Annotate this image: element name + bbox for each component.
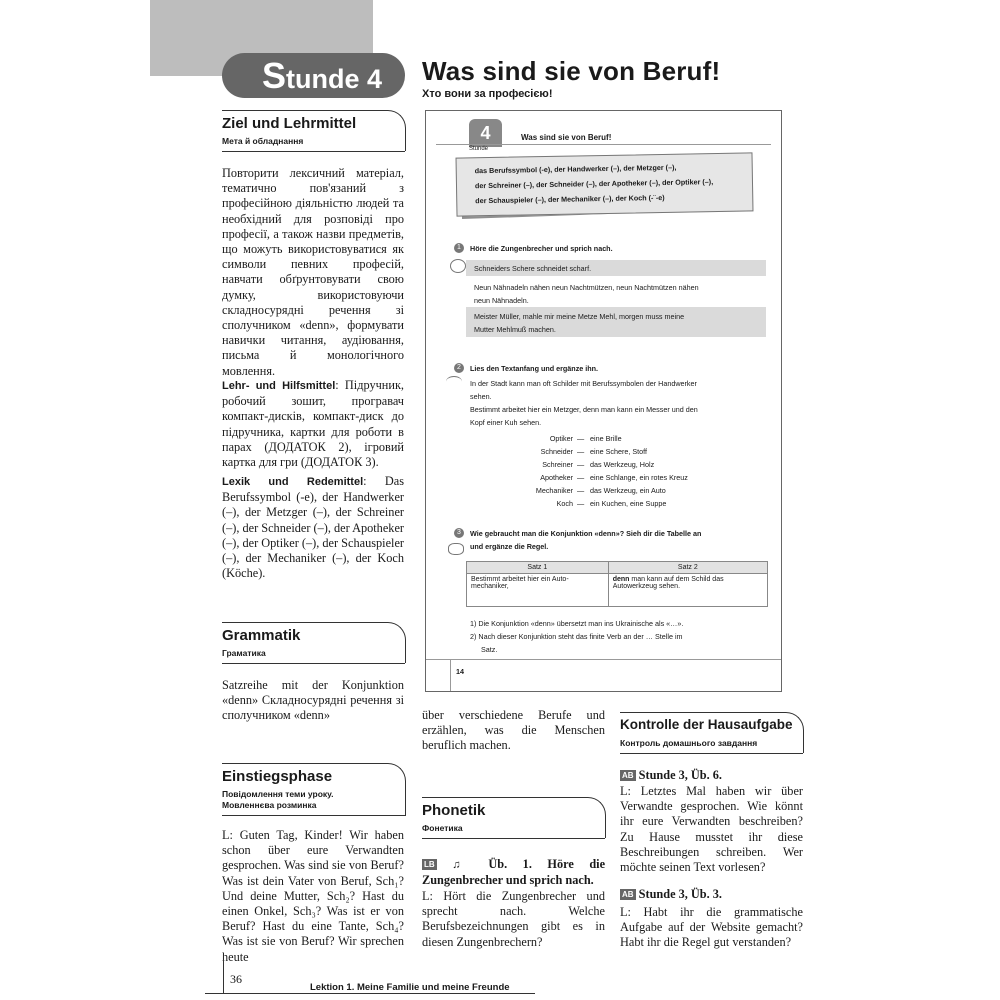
- page-title: Was sind sie von Beruf!: [422, 56, 721, 86]
- pair-right: das Werkzeug, Holz: [590, 460, 655, 469]
- ab-badge: AB: [622, 771, 634, 780]
- pair-left: Schreiner: [542, 460, 573, 469]
- pair-left: Mechaniker: [535, 486, 573, 495]
- pair-right: ein Kuchen, eine Suppe: [590, 499, 667, 508]
- rule-line: 1) Die Konjunktion «denn» übersetzt man ins Ukrainische als «…».: [470, 619, 684, 628]
- section-title: Ziel und Lehrmittel: [222, 115, 357, 132]
- section-title: Grammatik: [222, 627, 301, 644]
- exercise-title: Höre die Zungenbrecher und sprich nach.: [470, 244, 613, 253]
- section-title: Phonetik: [422, 802, 486, 819]
- text-line: Bestimmt arbeitet hier ein Metzger, denn man kann ein Messer und den: [470, 405, 698, 414]
- ab-badge: AB: [622, 890, 634, 899]
- pair-right: eine Brille: [590, 434, 622, 443]
- section-header-kontrolle: [620, 712, 804, 753]
- ziel-text: Повторити лексичний матеріал, тематично пов'язаний з професійною діяльністю людей та необхідний для розповіді про професії, а також назви предметів, що можуть використовуватися як символи певних професій, навчати обґрунтовувати свою думку, використовуючи складносурядні речення зі сполучником «denn», формувати навички читання, аудіювання, письма й монологічного мовлення.: [222, 166, 404, 378]
- section-subtitle: Фонетика: [422, 823, 463, 833]
- pair-dash: —: [577, 447, 585, 456]
- lb-badge: LB: [424, 860, 435, 869]
- text-line: Schneiders Schere schneidet scharf.: [474, 264, 592, 273]
- kontrolle-text-2: L: Habt ihr die grammatische Aufgabe auf der Website gemacht? Habt ihr die Regel gut verstanden?: [620, 905, 803, 950]
- text-line: In der Stadt kann man oft Schilder mit Berufssymbolen der Handwerker: [470, 379, 697, 388]
- section-subtitle: Мовленнєва розминка: [222, 800, 317, 810]
- pair-dash: —: [577, 499, 585, 508]
- divider: [222, 663, 405, 664]
- pair-dash: —: [577, 473, 585, 482]
- exercise-number: 3: [454, 528, 464, 538]
- book-icon: [446, 376, 462, 387]
- exercise-number: 1: [454, 243, 464, 253]
- grammar-table: [466, 561, 768, 607]
- exercise-title: Wie gebraucht man die Konjunktion «denn»? Sieh dir die Tabelle an: [470, 529, 702, 538]
- exercise-number: 2: [454, 363, 464, 373]
- section-title: Kontrolle der Hausaufgabe: [620, 717, 793, 732]
- pair-left: Optiker: [549, 434, 573, 443]
- audio-icon: [450, 259, 466, 273]
- exercise-title: und ergänze die Regel.: [470, 542, 549, 551]
- pencil-icon: [448, 543, 464, 555]
- headphones-icon: ♫: [452, 859, 473, 871]
- footer-divider: [223, 960, 224, 994]
- pair-dash: —: [577, 460, 585, 469]
- rule-line: 2) Nach dieser Konjunktion steht das finite Verb an der … Stelle im: [470, 632, 683, 641]
- section-header-phonetik: [422, 797, 606, 838]
- text-line: neun Nähnadeln.: [474, 296, 529, 305]
- text-line: Neun Nähnadeln nähen neun Nachtmützen, neun Nachtmützen nähen: [474, 283, 699, 292]
- vocab-line: das Berufssymbol (-e), der Handwerker (–), der Metzger (–),: [474, 162, 677, 176]
- kontrolle-task-2: AB Stunde 3, Üb. 3.: [622, 887, 723, 901]
- phonetik-task: LB ♫ Üb. 1. Höre die Zungenbrecher und sprich nach.: [422, 857, 606, 888]
- text-line: sehen.: [470, 392, 492, 401]
- section-title: Einstiegsphase: [222, 768, 333, 785]
- pair-right: das Werkzeug, ein Auto: [590, 486, 666, 495]
- textbook-tab-label: Stunde: [469, 146, 489, 152]
- section-subtitle: Контроль домашнього завдання: [620, 738, 758, 748]
- table-header: Satz 2: [608, 562, 767, 574]
- table-header: Satz 1: [467, 562, 609, 574]
- text-line: Mutter Mehlmuß machen.: [474, 325, 556, 334]
- text-line: Kopf einer Kuh sehen.: [470, 418, 542, 427]
- pair-left: Koch: [556, 499, 573, 508]
- textbook-title: Was sind sie von Beruf!: [521, 133, 612, 142]
- textbook-page: [425, 110, 782, 692]
- divider: [422, 838, 605, 839]
- continuation-text: über verschiedene Berufe und erzählen, was die Menschen beruflich machen.: [422, 708, 605, 753]
- pair-dash: —: [577, 486, 585, 495]
- lexik-text: Lexik und Redemittel: Das Berufssymbol (-e), der Handwerker (–), der Metzger (–), der Schreiner (–), der Schneider (–), der Apotheker (–), der Optiker (–), der Schauspieler (–), der Mechaniker (–), der Koch (Köche).: [222, 474, 404, 581]
- pair-right: eine Schere, Stoff: [590, 447, 648, 456]
- divider: [426, 659, 781, 660]
- section-subtitle: Повідомлення теми уроку.: [222, 789, 334, 799]
- footer-line: [205, 993, 535, 994]
- rule-line: Satz.: [481, 645, 498, 654]
- table-cell: denn man kann auf dem Schild das Autowerkzeug sehen.: [608, 574, 767, 607]
- vocab-line: der Schreiner (–), der Schneider (–), der Apotheker (–), der Optiker (–),: [474, 177, 714, 191]
- vocab-card: [456, 152, 754, 216]
- page-number: 36: [230, 972, 242, 986]
- footer-text: Lektion 1. Meine Familie und meine Freunde: [310, 982, 510, 993]
- pair-left: Apotheker: [540, 473, 573, 482]
- vocab-line: der Schauspieler (–), der Mechaniker (–), der Koch (-¨-e): [475, 192, 665, 206]
- section-header-ziel: [222, 110, 406, 151]
- page-subtitle: Хто вони за професією!: [422, 88, 553, 100]
- section-header-einstieg: [222, 763, 406, 816]
- pair-right: eine Schlange, ein rotes Kreuz: [590, 473, 688, 482]
- divider: [450, 659, 451, 691]
- divider: [620, 753, 803, 754]
- kontrolle-text-1: L: Letztes Mal haben wir über Verwandte gesprochen. Wie könnt ihr eure Verwandten beschreiben? Zu Hause musstet ihr diese Beschreibungen schreiben. Wer möchte seinen Text vorlesen?: [620, 784, 803, 875]
- section-header-grammatik: [222, 622, 406, 663]
- grammatik-text: Satzreihe mit der Konjunktion «denn» Складносурядні речення зі сполучником «denn»: [222, 678, 404, 723]
- einstieg-text: L: Guten Tag, Kinder! Wir haben schon über eure Verwandten gesprochen. Was sind sie von Beruf? Was ist dein Vater von Beruf, Sch₁? Und deine Mutter, Sch₂? Hast du einen Onkel, Sch₃? Was ist er von Beruf? Hast du eine Tante, Sch₄? Was ist sie von Beruf? Wir sprechen heute: [222, 828, 404, 964]
- textbook-page-number: 14: [456, 667, 464, 676]
- pair-left: Schneider: [540, 447, 573, 456]
- divider: [222, 815, 405, 816]
- exercise-title: Lies den Textanfang und ergänze ihn.: [470, 364, 599, 373]
- lehrmittel-text: Lehr- und Hilfsmittel: Підручник, робочий зошит, програвач компакт-дисків, компакт-диск до підручника, картки для роботи в парах (ДОДАТОК 2), ігровий картка для гри (ДОДАТОК 3).: [222, 378, 404, 470]
- table-cell: Bestimmt arbeitet hier ein Auto- mechaniker,: [467, 574, 609, 607]
- divider: [222, 151, 405, 152]
- text-line: Meister Müller, mahle mir meine Metze Mehl, morgen muss meine: [474, 312, 685, 321]
- kontrolle-task-1: AB Stunde 3, Üb. 6.: [622, 768, 723, 782]
- textbook-lesson-tab: 4: [469, 119, 502, 147]
- section-subtitle: Граматика: [222, 648, 266, 658]
- pair-dash: —: [577, 434, 585, 443]
- section-subtitle: Мета й обладнання: [222, 136, 304, 146]
- phonetik-text: L: Hört die Zungenbrecher und sprecht nach. Welche Berufsbezeichnungen gibt es in diesen Zungenbrechern?: [422, 889, 605, 949]
- lesson-badge: Stunde 4: [222, 53, 405, 98]
